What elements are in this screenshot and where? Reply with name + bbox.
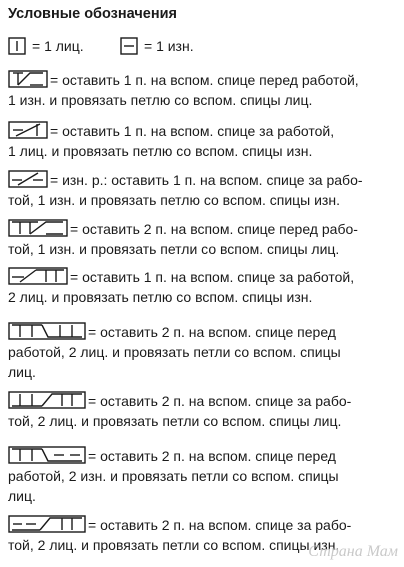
legend-line: лиц. bbox=[8, 364, 36, 380]
legend-line: = оставить 1 п. на вспом. спице за работой, bbox=[50, 123, 335, 139]
legend-line: = оставить 2 п. на вспом. спице за рабо- bbox=[88, 517, 352, 533]
legend-item-cross-2 bbox=[8, 121, 334, 161]
legend-text-purl: = 1 изн. bbox=[144, 38, 194, 54]
cross-1-2-back-knit-icon bbox=[8, 267, 68, 285]
legend-item-purl bbox=[120, 36, 194, 56]
legend-line: = оставить 2 п. на вспом. спице перед рабо- bbox=[70, 221, 358, 237]
legend-line: той, 1 изн. и провязать петлю со вспом. спицы изн. bbox=[8, 192, 340, 208]
legend-item-cross-5 bbox=[8, 267, 354, 307]
cross-1-1-back-knit-icon bbox=[8, 121, 48, 139]
legend-text-knit: = 1 лиц. bbox=[32, 38, 84, 54]
cross-2-2-back-knit-icon bbox=[8, 391, 86, 409]
legend-line: работой, 2 лиц. и провязать петли со вспом. спицы bbox=[8, 344, 341, 360]
legend-line: лиц. bbox=[8, 488, 36, 504]
purl-stitch-icon bbox=[120, 37, 138, 55]
legend-item-cross-3 bbox=[8, 170, 363, 210]
legend-line: = оставить 2 п. на вспом. спице перед bbox=[88, 448, 336, 464]
cross-2-1-front-purl-icon bbox=[8, 219, 68, 237]
legend-line: 2 лиц. и провязать петлю со вспом. спицы изн. bbox=[8, 289, 313, 305]
legend-line: = оставить 2 п. на вспом. спице перед bbox=[88, 324, 336, 340]
legend-line: = оставить 1 п. на вспом. спице за работой, bbox=[70, 269, 355, 285]
cross-2-2-back-purl-icon bbox=[8, 515, 86, 533]
legend-line: той, 1 изн. и провязать петли со вспом. спицы лиц. bbox=[8, 241, 340, 257]
legend-item-cross-6 bbox=[8, 322, 341, 382]
legend-line: = изн. р.: оставить 1 п. на вспом. спице за рабо- bbox=[50, 172, 363, 188]
site-watermark: Страна Мам bbox=[308, 543, 398, 560]
legend-item-cross-4 bbox=[8, 219, 358, 259]
cross-1-1-front-purl-icon bbox=[8, 70, 48, 88]
legend-line: работой, 2 изн. и провязать петли со вспом. спицы bbox=[8, 468, 339, 484]
legend-line: 1 изн. и провязать петлю со вспом. спицы лиц. bbox=[8, 92, 313, 108]
legend-item-cross-1 bbox=[8, 70, 359, 110]
cross-1-1-purl-side-icon bbox=[8, 170, 48, 188]
knit-stitch-icon bbox=[8, 37, 26, 55]
legend-item-cross-9 bbox=[8, 515, 351, 555]
legend-item-cross-8 bbox=[8, 446, 339, 506]
legend-line: = оставить 1 п. на вспом. спице перед работой, bbox=[50, 72, 359, 88]
legend-item-knit bbox=[8, 36, 84, 56]
legend-line: 1 лиц. и провязать петлю со вспом. спицы изн. bbox=[8, 143, 313, 159]
legend-line: = оставить 2 п. на вспом. спице за рабо- bbox=[88, 393, 352, 409]
cross-2-2-front-purl-icon bbox=[8, 446, 86, 464]
legend-line: той, 2 лиц. и провязать петли со вспом. спицы лиц. bbox=[8, 413, 342, 429]
cross-2-2-front-knit-icon bbox=[8, 322, 86, 340]
legend-title: Условные обозначения bbox=[8, 6, 177, 22]
legend-line: той, 2 лиц. и провязать петли со вспом. спицы изн. bbox=[8, 537, 340, 553]
legend-item-cross-7 bbox=[8, 391, 351, 431]
